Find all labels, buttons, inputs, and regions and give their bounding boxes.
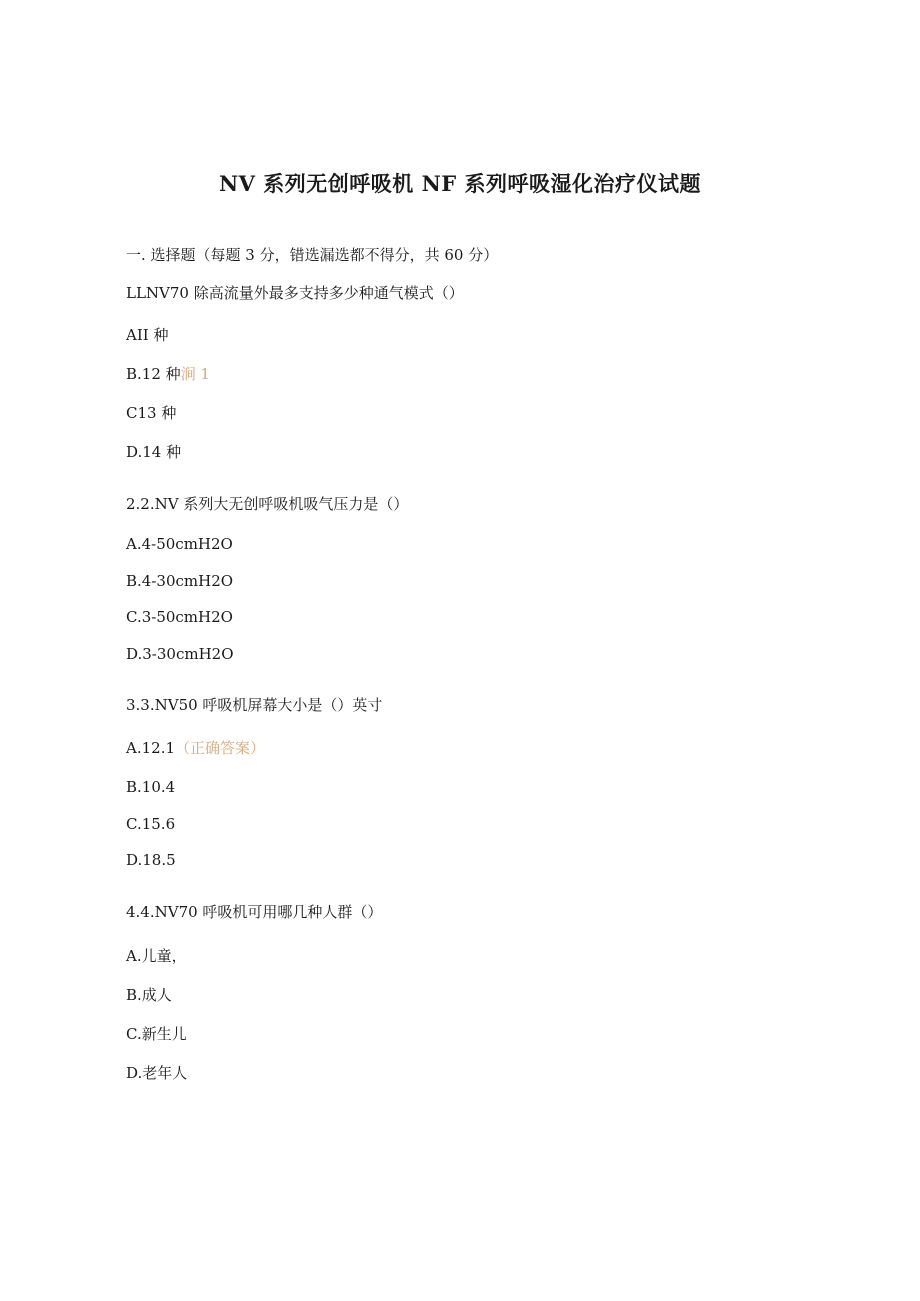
- question-4: 4.4.NV70 呼吸机可用哪几种人群（）: [126, 903, 383, 921]
- option-text: D.18.5: [126, 851, 176, 869]
- question-2-option-b: [126, 572, 233, 590]
- question-2-option-a: [126, 535, 233, 553]
- option-text: C.15.6: [126, 815, 176, 833]
- option-text: C.3-50cmH2O: [126, 608, 233, 626]
- question-4-option-b: [126, 984, 172, 1005]
- option-text: C.新生儿: [126, 1025, 187, 1043]
- document-title: NV 系列无创呼吸机 NF 系列呼吸湿化治疗仪试题: [218, 171, 702, 196]
- question-1-option-d: [126, 441, 181, 462]
- correct-answer-mark: （正确答案）: [175, 739, 266, 757]
- question-1-option-a: [126, 324, 168, 345]
- question-2: 2.2.NV 系列大无创呼吸机吸气压力是（）: [126, 495, 409, 513]
- option-text: C13 种: [126, 404, 177, 422]
- question-3-option-c: [126, 815, 175, 833]
- option-text: D.3-30cmH2O: [126, 645, 234, 663]
- question-3-option-b: [126, 778, 175, 796]
- question-3-option-a: [126, 737, 265, 758]
- option-text: A.12.1: [126, 739, 175, 757]
- question-1: LLNV70 除高流量外最多支持多少种通气模式（）: [126, 284, 464, 302]
- question-3: 3.3.NV50 呼吸机屏幕大小是（）英寸: [126, 696, 383, 714]
- question-4-option-d: [126, 1062, 187, 1083]
- option-text: A.儿童，: [126, 947, 187, 965]
- option-text: B.10.4: [126, 778, 176, 796]
- question-1-option-b: [126, 363, 210, 384]
- option-text: B.12 种: [126, 365, 181, 383]
- question-4-option-a: [126, 945, 187, 966]
- option-text: B.4-30cmH2O: [126, 572, 234, 590]
- option-text: A.4-50cmH2O: [126, 535, 233, 553]
- option-text: AII 种: [126, 326, 169, 344]
- question-3-option-d: [126, 851, 176, 869]
- question-1-option-c: [126, 402, 176, 423]
- question-4-option-c: [126, 1023, 187, 1044]
- question-2-option-d: [126, 645, 234, 663]
- option-text: B.成人: [126, 986, 172, 1004]
- answer-mark: 涧 1: [180, 365, 210, 383]
- question-2-option-c: [126, 608, 233, 626]
- section-heading: 一. 选择题（每题 3 分，错选漏选都不得分，共 60 分）: [126, 246, 499, 264]
- option-text: D.14 种: [126, 443, 182, 461]
- option-text: D.老年人: [126, 1064, 188, 1082]
